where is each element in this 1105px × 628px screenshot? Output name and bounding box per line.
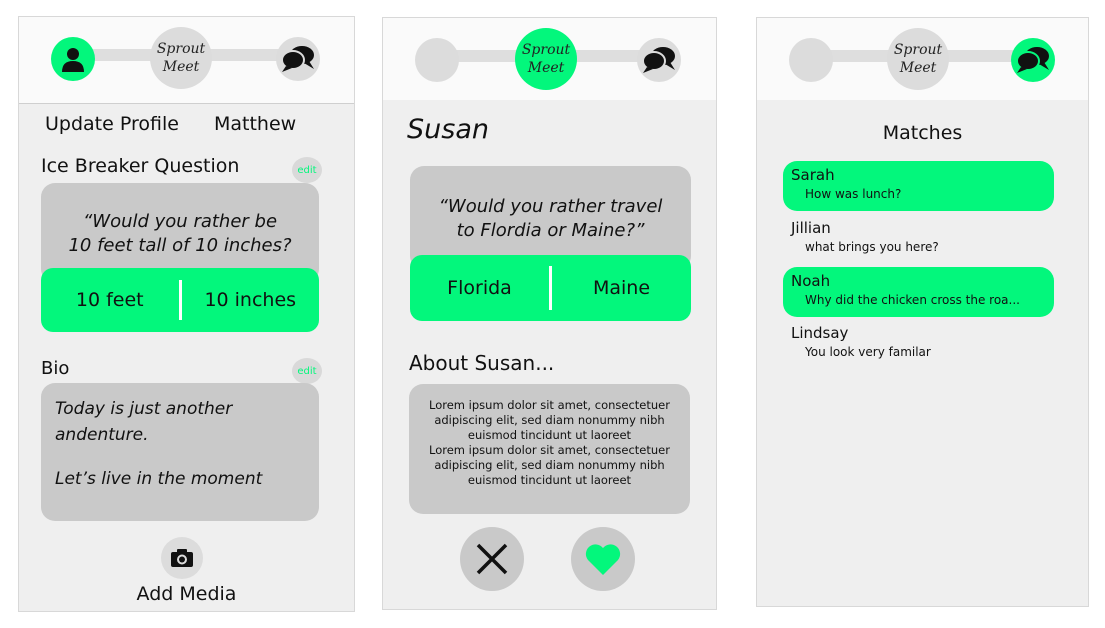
update-profile-label: Update Profile bbox=[45, 113, 179, 135]
profile-nav-button[interactable] bbox=[415, 38, 459, 82]
profile-screen bbox=[18, 16, 355, 612]
answer-option-a[interactable]: 10 feet bbox=[75, 289, 144, 311]
about-line: adipiscing elit, sed diam nonummy nibh bbox=[434, 458, 665, 472]
match-name: Lindsay bbox=[791, 324, 849, 342]
match-item-lindsay[interactable] bbox=[783, 319, 1054, 369]
app-logo[interactable] bbox=[515, 28, 577, 90]
matches-title: Matches bbox=[882, 122, 963, 144]
match-item-jillian[interactable] bbox=[783, 214, 1054, 264]
about-line: euismod tincidunt ut laoreet bbox=[467, 473, 632, 487]
match-message: what brings you here? bbox=[805, 240, 939, 254]
heart-icon bbox=[584, 542, 622, 576]
icebreaker-question-line2: 10 feet tall of 10 inches? bbox=[68, 235, 292, 256]
match-name: Noah bbox=[791, 272, 831, 290]
add-media-label: Add Media bbox=[136, 583, 237, 605]
icebreaker-answer-bar bbox=[410, 255, 691, 321]
match-message: Why did the chicken cross the roa... bbox=[805, 293, 1020, 307]
match-item-sarah[interactable] bbox=[783, 161, 1054, 211]
icebreaker-heading: Ice Breaker Question bbox=[41, 155, 240, 177]
profile-nav-button[interactable] bbox=[789, 38, 833, 82]
match-message: You look very familar bbox=[805, 345, 931, 359]
pass-button[interactable] bbox=[460, 527, 524, 591]
about-heading: About Susan... bbox=[409, 351, 555, 375]
about-card bbox=[409, 384, 690, 514]
match-name: Sarah bbox=[791, 166, 835, 184]
close-icon bbox=[475, 542, 509, 576]
profile-name: Susan bbox=[407, 114, 489, 145]
icebreaker-question-line1: “Would you rather be bbox=[82, 211, 278, 232]
app-header bbox=[383, 18, 716, 100]
bio-line2: andenture. bbox=[55, 425, 149, 445]
about-line: Lorem ipsum dolor sit amet, consectetuer bbox=[429, 398, 670, 412]
answer-option-maine[interactable]: Maine bbox=[592, 277, 651, 299]
logo-text-line2: Meet bbox=[527, 60, 565, 76]
chat-nav-button[interactable] bbox=[637, 38, 681, 82]
match-item-noah[interactable] bbox=[783, 267, 1054, 317]
answer-option-florida[interactable]: Florida bbox=[447, 277, 512, 299]
user-name: Matthew bbox=[214, 113, 297, 135]
about-line: adipiscing elit, sed diam nonummy nibh bbox=[434, 413, 665, 427]
like-button[interactable] bbox=[571, 527, 635, 591]
icebreaker-answer-bar bbox=[41, 268, 319, 332]
camera-icon bbox=[170, 548, 194, 568]
about-text bbox=[409, 398, 690, 488]
logo-text-line2: Meet bbox=[899, 60, 937, 76]
chat-icon bbox=[281, 45, 315, 73]
chat-icon bbox=[642, 46, 676, 74]
bio-line1: Today is just another bbox=[55, 399, 233, 419]
bio-card[interactable] bbox=[41, 383, 319, 521]
match-name: Jillian bbox=[791, 219, 831, 237]
match-card-screen bbox=[382, 17, 717, 610]
edit-bio-button[interactable]: edit bbox=[292, 358, 322, 384]
answer-option-b[interactable]: 10 inches bbox=[204, 289, 297, 311]
logo-text-line2: Meet bbox=[162, 59, 200, 75]
about-line: euismod tincidunt ut laoreet bbox=[467, 428, 632, 442]
icebreaker-question-line2: to Flordia or Maine?” bbox=[456, 220, 645, 241]
logo-text-line1: Sprout bbox=[521, 42, 571, 58]
bio-heading: Bio bbox=[41, 358, 70, 379]
app-header bbox=[19, 17, 354, 104]
app-logo[interactable] bbox=[887, 28, 949, 90]
edit-icebreaker-button[interactable]: edit bbox=[292, 157, 322, 183]
bio-line3: Let’s live in the moment bbox=[55, 469, 263, 489]
logo-text-line1: Sprout bbox=[156, 41, 206, 57]
profile-nav-button[interactable] bbox=[51, 37, 95, 81]
chat-icon bbox=[1016, 46, 1050, 74]
app-header bbox=[757, 18, 1088, 100]
app-logo[interactable] bbox=[150, 27, 212, 89]
icebreaker-question-line1: “Would you rather travel bbox=[438, 196, 663, 217]
logo-text-line1: Sprout bbox=[893, 42, 943, 58]
user-icon bbox=[61, 46, 85, 72]
match-message: How was lunch? bbox=[805, 187, 902, 201]
chat-nav-button[interactable] bbox=[276, 37, 320, 81]
chat-nav-button[interactable] bbox=[1011, 38, 1055, 82]
add-media-button[interactable] bbox=[161, 537, 203, 579]
matches-screen bbox=[756, 17, 1089, 607]
about-line: Lorem ipsum dolor sit amet, consectetuer bbox=[429, 443, 670, 457]
